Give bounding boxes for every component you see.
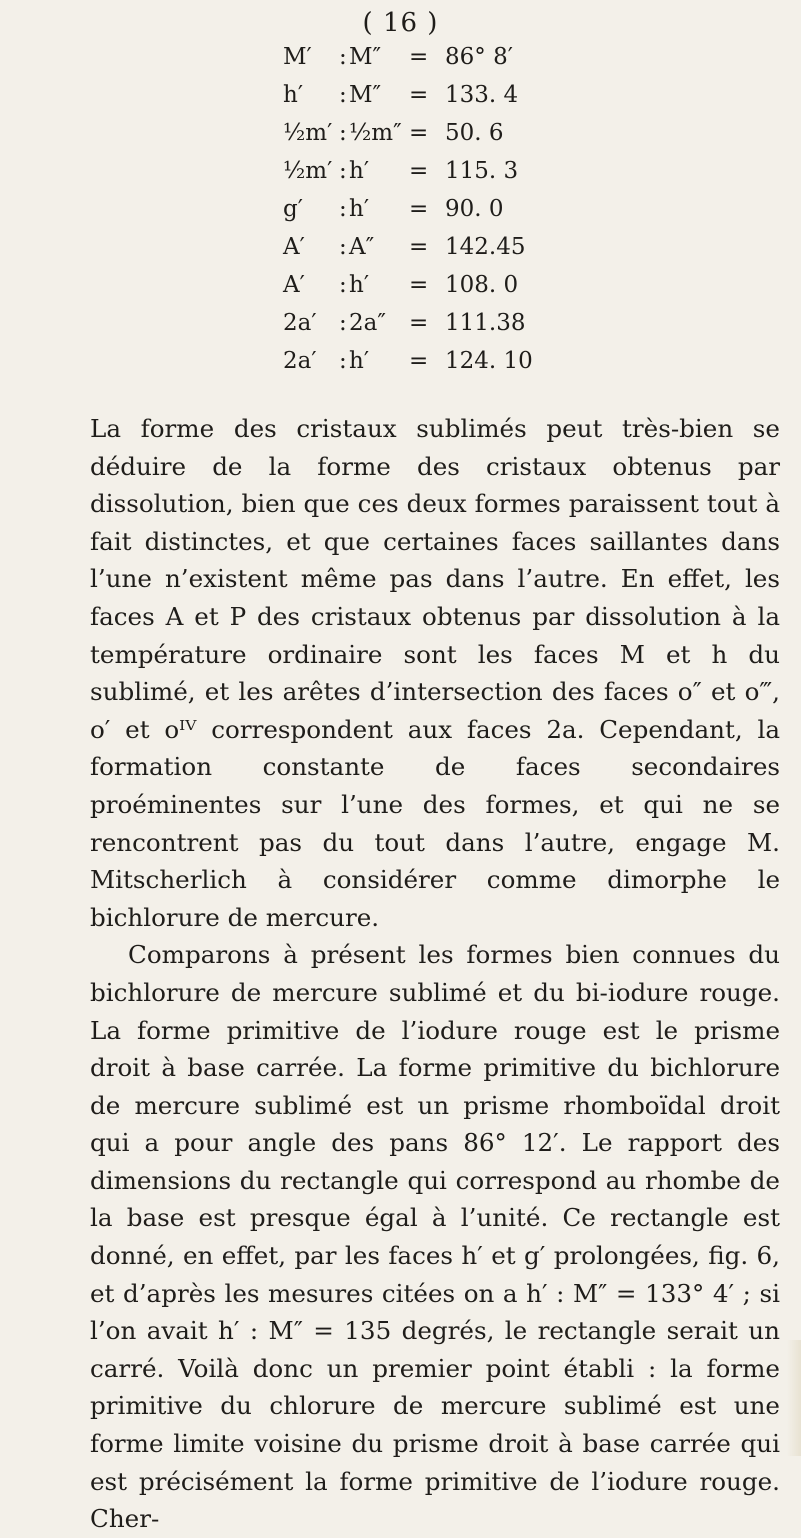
- table-row-colon: :: [339, 82, 347, 108]
- table-row-equals: =: [409, 272, 429, 298]
- table-row-face-b: 2a″: [349, 310, 386, 336]
- table-row: [283, 348, 543, 386]
- table-row-angle-value: 111.38: [445, 310, 526, 336]
- table-row-face-a: A′: [283, 234, 305, 260]
- table-row: [283, 272, 543, 310]
- table-row-colon: :: [339, 310, 347, 336]
- table-row-face-a: A′: [283, 272, 305, 298]
- table-row: [283, 158, 543, 196]
- table-row-angle-value: 90. 0: [445, 196, 504, 222]
- table-row-face-a: g′: [283, 196, 303, 222]
- table-row-face-a: M′: [283, 44, 312, 70]
- table-row-equals: =: [409, 44, 429, 70]
- table-row-colon: :: [339, 234, 347, 260]
- table-row-angle-value: 142.45: [445, 234, 526, 260]
- paragraph-1: La forme des cristaux sublimés peut très-bien se déduire de la forme des cristaux obtenus par dissolution, bien que ces deux formes paraissent tout à fait distinctes, et que certaines faces saillantes dans l’une n’existent même pas dans l’autre. En effet, les faces A et P des cristaux obtenus par dissolution à la température ordinaire sont les faces M et h du sublimé, et les arêtes d’intersection des faces o″ et o‴, o′ et oᴵⱽ correspondent aux faces 2a. Cependant, la formation constante de faces secondaires proéminentes sur l’une des formes, et qui ne se rencontrent pas du tout dans l’autre, engage M. Mitscherlich à considérer comme dimorphe le bichlorure de mercure.: [90, 414, 780, 932]
- table-row: [283, 44, 543, 82]
- page-number: ( 16 ): [362, 8, 439, 38]
- table-row: [283, 234, 543, 272]
- table-row-equals: =: [409, 348, 429, 374]
- table-row-equals: =: [409, 158, 429, 184]
- table-row-face-b: h′: [349, 348, 370, 374]
- table-row-face-a: ½m′: [283, 120, 333, 146]
- table-row-angle-value: 124. 10: [445, 348, 533, 374]
- table-row-colon: :: [339, 196, 347, 222]
- table-row: [283, 310, 543, 348]
- table-row-equals: =: [409, 234, 429, 260]
- table-row-equals: =: [409, 196, 429, 222]
- table-row-equals: =: [409, 82, 429, 108]
- table-row-face-a: 2a′: [283, 348, 317, 374]
- table-row-equals: =: [409, 310, 429, 336]
- table-row-face-b: h′: [349, 158, 370, 184]
- table-row-face-a: ½m′: [283, 158, 333, 184]
- table-row-face-b: h′: [349, 196, 370, 222]
- table-row-face-a: h′: [283, 82, 304, 108]
- table-row-angle-value: 86° 8′: [445, 44, 513, 70]
- table-row-face-b: h′: [349, 272, 370, 298]
- table-row-angle-value: 50. 6: [445, 120, 504, 146]
- table-row-colon: :: [339, 272, 347, 298]
- table-row-angle-value: 108. 0: [445, 272, 519, 298]
- table-row: [283, 196, 543, 234]
- body-text: [90, 410, 780, 1538]
- table-row-face-b: A″: [349, 234, 375, 260]
- table-row: [283, 82, 543, 120]
- table-row-angle-value: 115. 3: [445, 158, 519, 184]
- table-row-colon: :: [339, 158, 347, 184]
- table-row-face-b: M″: [349, 82, 382, 108]
- angle-measurements-table: [283, 44, 543, 386]
- table-row: [283, 120, 543, 158]
- table-row-colon: :: [339, 348, 347, 374]
- table-row-face-a: 2a′: [283, 310, 317, 336]
- table-row-angle-value: 133. 4: [445, 82, 519, 108]
- paragraph-2: Comparons à présent les formes bien connues du bichlorure de mercure sublimé et du bi-iodure rouge. La forme primitive de l’iodure rouge est le prisme droit à base carrée. La forme primitive du bichlorure de mercure sublimé est un prisme rhomboïdal droit qui a pour angle des pans 86° 12′. Le rapport des dimensions du rectangle qui correspond au rhombe de la base est presque égal à l’unité. Ce rectangle est donné, en effet, par les faces h′ et g′ prolongées, fig. 6, et d’après les mesures citées on a h′ : M″ = 133° 4′ ; si l’on avait h′ : M″ = 135 degrés, le rectangle serait un carré. Voilà donc un premier point établi : la forme primitive du chlorure de mercure sublimé est une forme limite voisine du prisme droit à base carrée qui est précisément la forme primitive de l’iodure rouge. Cher-: [90, 940, 780, 1534]
- table-row-face-b: M″: [349, 44, 382, 70]
- page-edge-stain: [787, 1340, 801, 1456]
- table-row-colon: :: [339, 44, 347, 70]
- table-row-equals: =: [409, 120, 429, 146]
- table-row-face-b: ½m″: [349, 120, 402, 146]
- table-row-colon: :: [339, 120, 347, 146]
